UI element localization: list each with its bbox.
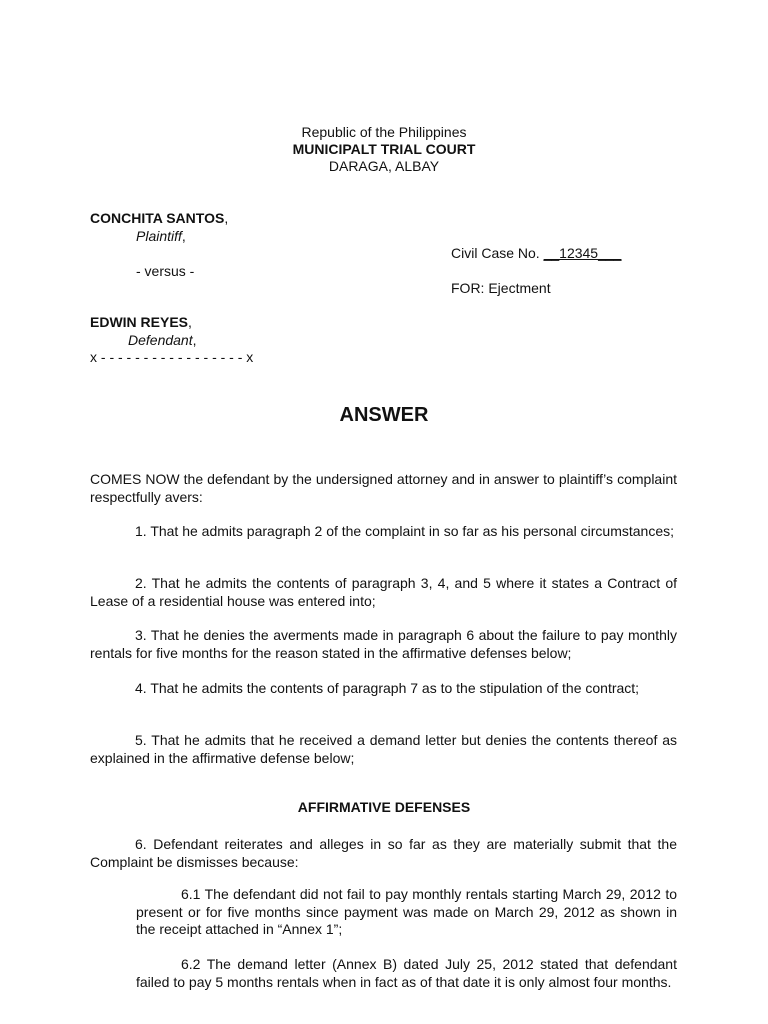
republic-line: Republic of the Philippines bbox=[301, 124, 467, 140]
subparagraph-6-1: 6.1 The defendant did not fail to pay monthly rentals starting March 29, 2012 to present or for five months since payment was made on March 29, 2012 as shown in the receipt attached in “Annex 1”; bbox=[136, 886, 677, 937]
plaintiff-role-line: Plaintiff, bbox=[136, 228, 186, 244]
caption-separator: x - - - - - - - - - - - - - - - - - x bbox=[90, 349, 254, 365]
paragraph-5: 5. That he admits that he received a demand letter but denies the contents thereof as explained in the affirmative defense below; bbox=[90, 732, 677, 766]
subparagraph-6-2: 6.2 The demand letter (Annex B) dated July 25, 2012 stated that defendant failed to pay 5 months rentals when in fact as of that date it is only almost four months. bbox=[136, 956, 677, 990]
intro-paragraph: COMES NOW the defendant by the undersigned attorney and in answer to plaintiff’s complaint respectfully avers: bbox=[90, 471, 677, 505]
paragraph-1: 1. That he admits paragraph 2 of the complaint in so far as his personal circumstances; bbox=[135, 523, 675, 539]
affirmative-defenses-heading: AFFIRMATIVE DEFENSES bbox=[297, 799, 471, 815]
defendant-line: EDWIN REYES, bbox=[90, 314, 192, 330]
paragraph-3: 3. That he denies the averments made in paragraph 6 about the failure to pay monthly rentals for five months for the reason stated in the affirmative defenses below; bbox=[90, 627, 677, 661]
plaintiff-name: CONCHITA SANTOS bbox=[90, 210, 225, 226]
paragraph-6: 6. Defendant reiterates and alleges in so far as they are materially submit that the Complaint be dismisses because: bbox=[90, 836, 677, 870]
case-number-value: __12345___ bbox=[543, 245, 622, 261]
paragraph-2: 2. That he admits the contents of paragraph 3, 4, and 5 where it states a Contract of Lease of a residential house was entered into; bbox=[90, 575, 677, 609]
court-location: DARAGA, ALBAY bbox=[328, 158, 440, 174]
plaintiff-line: CONCHITA SANTOS, bbox=[90, 210, 229, 226]
paragraph-4: 4. That he admits the contents of paragraph 7 as to the stipulation of the contract; bbox=[135, 680, 640, 696]
versus-text: - versus - bbox=[136, 263, 195, 279]
defendant-role-line: Defendant, bbox=[128, 332, 197, 348]
defendant-name: EDWIN REYES bbox=[90, 314, 189, 330]
case-number-label: Civil Case No. bbox=[451, 245, 544, 261]
case-for: FOR: Ejectment bbox=[451, 280, 551, 296]
plaintiff-role: Plaintiff bbox=[136, 228, 182, 244]
case-number-line bbox=[451, 245, 621, 262]
defendant-role: Defendant bbox=[128, 332, 193, 348]
document-title: ANSWER bbox=[339, 404, 429, 426]
court-name: MUNICIPALT TRIAL COURT bbox=[292, 141, 476, 157]
